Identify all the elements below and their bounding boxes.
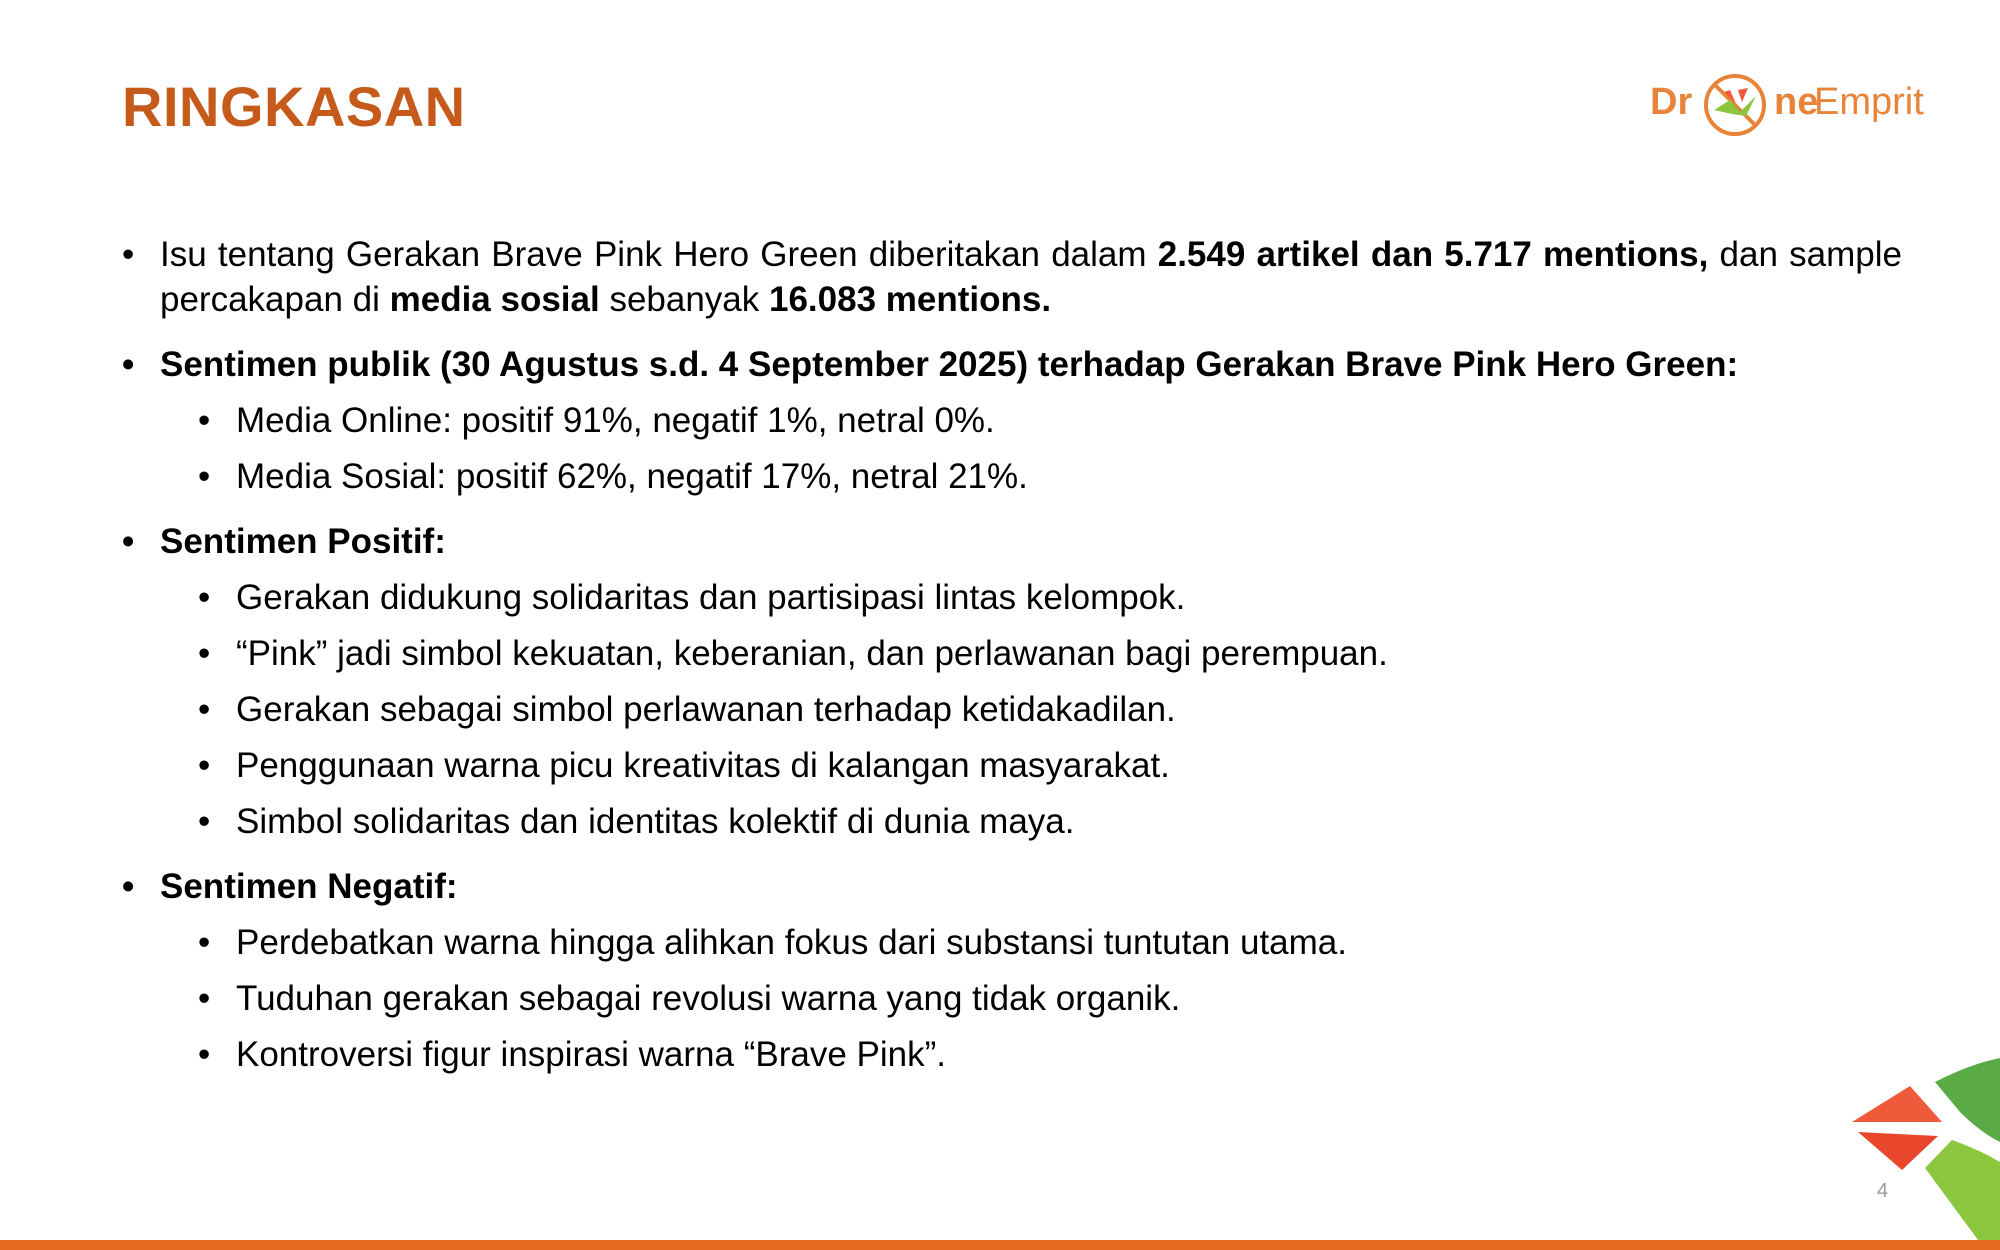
logo-text-emprit: Emprit <box>1814 81 1924 123</box>
negative-item: • Perdebatkan warna hingga alihkan fokus dari substansi tuntutan utama. <box>198 920 1902 965</box>
page-number: 4 <box>1877 1180 1889 1202</box>
coverage-text-3: sebanyak <box>599 280 769 319</box>
sentiment-public-heading: • Sentimen publik (30 Agustus s.d. 4 September 2025) terhadap Gerakan Brave Pink Hero Green: <box>122 342 1902 387</box>
positive-item: • Gerakan didukung solidaritas dan partisipasi lintas kelompok. <box>198 575 1902 620</box>
corner-decoration <box>1840 1050 2000 1240</box>
logo-text-ne: ne <box>1774 81 1819 123</box>
coverage-articles-count: 2.549 artikel dan 5.717 mentions, <box>1157 235 1709 274</box>
sentiment-social-item: • Media Sosial: positif 62%, negatif 17%, netral 21%. <box>198 454 1902 499</box>
drone-bird-icon <box>1700 70 1770 140</box>
sentiment-negative-heading: • Sentimen Negatif: <box>122 864 1902 909</box>
slide-title: RINGKASAN <box>122 75 466 138</box>
positive-item: • Simbol solidaritas dan identitas kolektif di dunia maya. <box>198 799 1902 844</box>
bottom-accent-bar <box>0 1240 2000 1250</box>
coverage-social-count: 16.083 mentions. <box>769 280 1052 319</box>
summary-content <box>122 232 1902 1077</box>
positive-item: • Gerakan sebagai simbol perlawanan terhadap ketidakadilan. <box>198 687 1902 732</box>
coverage-text-1: Isu tentang Gerakan Brave Pink Hero Green diberitakan dalam <box>160 235 1158 274</box>
sentiment-online-item: • Media Online: positif 91%, negatif 1%, netral 0%. <box>198 398 1902 443</box>
drone-emprit-logo <box>1650 70 1924 140</box>
sentiment-positive-heading: • Sentimen Positif: <box>122 519 1902 564</box>
negative-item: • Tuduhan gerakan sebagai revolusi warna yang tidak organik. <box>198 976 1902 1021</box>
positive-item: • Penggunaan warna picu kreativitas di kalangan masyarakat. <box>198 743 1902 788</box>
coverage-social-media: media sosial <box>389 280 600 319</box>
positive-item: • “Pink” jadi simbol kekuatan, keberanian, dan perlawanan bagi perempuan. <box>198 631 1902 676</box>
negative-item: • Kontroversi figur inspirasi warna “Brave Pink”. <box>198 1032 1902 1077</box>
coverage-text-2: dan sample percakapan di <box>160 235 1902 319</box>
logo-text-dr: Dr <box>1650 81 1693 123</box>
summary-bullet-coverage <box>122 232 1902 322</box>
